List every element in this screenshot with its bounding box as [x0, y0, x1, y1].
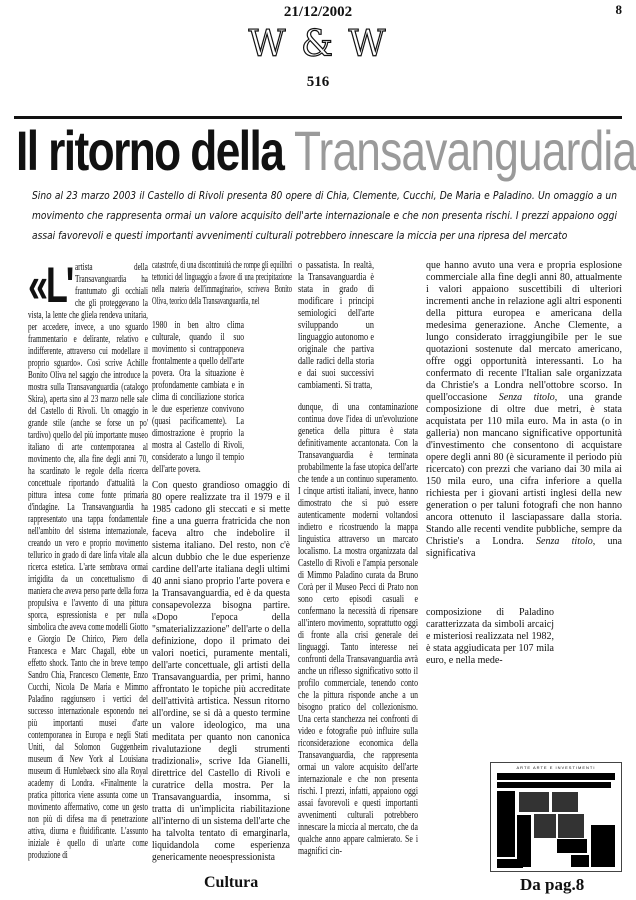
thumbnail-block: [497, 859, 523, 868]
thumbnail-block: [497, 782, 611, 788]
thumbnail-image: [557, 813, 585, 839]
page-thumbnail: [490, 762, 622, 872]
subtitle: Sino al 23 marzo 2003 il Castello di Rivoli presenta 80 opere di Chia, Clemente, Cucchi, De Maria e Paladino. Un omaggio a un movimento che rappresenta ormai un valore acquisito dell'arte internazionale e che non presenta rischi. I prezzi appaiono oggi assai favorevoli e questi importanti avvenimenti culturali potrebbero innescare la miccia per una ripresa del mercato: [32, 190, 617, 242]
thumbnail-image: [518, 791, 550, 813]
thumbnail-block: [497, 773, 615, 780]
column-4-top: [426, 260, 622, 560]
column-1-text: artista della Transavanguardia ha frantumato gli occhiali che gli proteggevano la vista, la lente che gliela rendeva unitaria, per accedere, invece, a uno sguardo frammentario e delirante, relativo e indifferente, attraverso cui modellare il proprio sguardo». Così scrive Achille Bonito Oliva nel saggio che introduce la mostra sulla Transavanguardia (catalogo Skira), aperta sino al 23 marzo nelle sale del Castello di Rivoli. Un omaggio in grande stile (anche se forse un po' tardivo) quello del più importante museo italiano di arte contemporanea al movimento che, alla fine degli anni 70, ha scardinato le regole della ricerca concettuale riportando d'attualità la pittura intesa come fonte primaria d'indagine. La Transavanguardia ha rappresentato una tappa fondamentale nell'ambito del sistema internazionale, creando un vero e proprio movimento tellurico in grado di dare linfa vitale alla ricerca estetica. L'arte sembrava ormai irrigidita da un concettualismo di maniera che aveva perso parte della forza propulsiva e l'avvento di una pittura sporca, espressionista e per nulla simbolica che aveva come modelli Giotto e Giorgio De Chirico, Piero della Francesca e Marc Chagall, ebbe un effetto shock. Tanto che in breve tempo Sandro Chia, Francesco Clemente, Enzo Cucchi, Nicola De Maria e Mimmo Paladino raggiunsero i vertici del successo internazionale esponendo nei più importanti musei d'arte contemporanea in Europa e negli Stati Uniti, dal Solomon Guggenheim museum di New York al Louisiana museum di Humlebaeck sino alla Royal academy di Londra. «Finalmente la pratica pittorica viene assunta come un movimento affermativo, come un gesto non più di difesa ma di penetrazione attiva, diurna e fluidificante. L'assunto iniziale è quello di un'arte come produzione di: [28, 262, 148, 861]
drop-cap: «L': [28, 257, 73, 313]
column-1: [28, 257, 148, 862]
headline-part1: Il ritorno della: [16, 119, 294, 182]
thumbnail-block: [497, 791, 515, 857]
column-3-bottom: dunque, di una contaminazione continua dove l'idea di un'evoluzione genetica della pittura è stata definitivamente accantonata. Con la Transavanguardia è terminata probabilmente la fase utopica dell'arte che tende a un continuo superamento. I cinque artisti italiani, invece, hanno dimostrato che si può essere autenticamente moderni voltandosi indietro e ricostruendo la mappa linguistica attraverso un marcato localismo. La mostra organizzata dal Castello di Rivoli e l'ampia personale di Mimmo Paladino curata da Bruno Corà per il Museo Pecci di Prato non sono certo episodi casuali e confermano la necessità di ripensare all'intero movimento, soprattutto oggi di fronte alla crisi generale dei linguaggi. Tanto interesse nei confronti della Transavanguardia avrà anche un riflesso significativo sotto il profilo commerciale, tenendo conto che la pittura risponde anche a un bisogno pratico del collezionismo. Una certa stanchezza nei confronti di video e fotografie può influire sulla riconsiderazione economica della Transavanguardia, che rappresenta ormai un valore acquisito dell'arte internazionale e che non presenta rischi. I prezzi, infatti, appaiono oggi assai favorevoli e questi importanti avvenimenti culturali potrebbero innescare la miccia al mercato, che da qualche anno appare calmierato. Se i magnifici cin-: [298, 402, 418, 857]
headline-part2: Transavanguardia: [293, 119, 636, 182]
column-2-bottom: Con questo grandioso omaggio di 80 opere realizzate tra il 1979 e il 1985 cadono gli steccati e si mette fine a una guerra fratricida che non faceva altro che indebolire il sistema italiano. Del resto, non c'è alcun dubbio che le due esperienze cardine dell'arte italiana degli ultimi 40 anni siano proprio l'arte povera e la Transavanguardia, ed è da questa consapevolezza bisogna partire. «Dopo l'epoca della "smaterializzazione" dell'arte o della definizione, dopo il primato dei valori noetici, puramente mentali, dell'arte concettuale, gli artisti della Transavanguardia, per primi, hanno affrontato le topiche più accreditate dell'attività artistica. Nessun ritorno all'ordine, se si dà a questo termine un valore ideologico, ma una meditata per quanto non canonica rivalutazione degli strumenti tradizionali», scrive Ida Gianelli, direttrice del Castello di Rivoli e curatrice della mostra. Per la Transavanguardia, insomma, si tratta di un'implicita riabilitazione all'interno di un sistema dell'arte che ha talvolta tentato di emarginarla, liquidandola come esperienza genericamente neoespressionista: [152, 480, 290, 863]
column-4-text-1: que hanno avuto una vera e propria esplosione commerciale alla fine degli anni 80, attualmente i valori appaiono suscettibili di ulteriori incrementi anche in relazione agli altri esponenti della pittura europea e americana della medesima generazione. Anche Clemente, a lungo considerato irraggiungibile per le sue quotazioni sostenute dal mercato americano, offre oggi opportunità interessanti. Lo ha confermato di recente l'Italian sale organizzata da Christie's a Londra nell'ottobre scorso. In quell'occasione: [426, 260, 622, 403]
thumbnail-image: [551, 791, 579, 813]
column-4-bottom: composizione di Paladino caratterizzata da simboli arcaicj e misteriosi realizzata nel 1982, è stata aggiudicata per 107 mila euro, e nella mede-: [426, 607, 554, 666]
column-4-text-2: , una grande composizione di oltre due metri, è stata acquistata per 110 mila euro. Ma in asta (o in galleria) non mancano significative opportunità d'investimento che consentono di acquistare opere degli anni 80 (è sicuramente il periodo più ricercato) con prezzi che variano dai 30 mila ai 150 mila euro, una cifra inferiore a quella richiesta per i giovani artisti inglesi della new generation o per taluni fotografi che non hanno ancora ottenuto il lasciapassare dalla storia. Stando alle recenti vendite pubbliche, sempre da Christie's a Londra.: [426, 392, 622, 547]
headline: [16, 119, 636, 182]
page-number: 8: [615, 2, 622, 17]
issue-number: 516: [306, 74, 330, 90]
thumbnail-block: [571, 855, 589, 867]
publication-date: 21/12/2002: [283, 4, 353, 20]
thumbnail-block: [557, 839, 587, 853]
artwork-title: Senza titolo: [536, 536, 593, 547]
publication-logo: W & W: [248, 24, 388, 65]
column-4-text-3: , una significativa: [426, 536, 622, 559]
column-2-top: catastrofe, di una discontinuità che rompe gli equilibri tettonici del linguaggio a favore di una precipitazione nella materia dell'immaginario», scriveva Bonito Oliva, teorico della Transavanguardia, nel: [152, 260, 292, 307]
thumbnail-block: [591, 825, 615, 867]
column-3-top: o passatista. In realtà, la Transavanguardia è stata in grado di modificare i principi semiologici dell'arte sviluppando un linguaggio autonomo e originale che partiva dalle radici della storia e dai suoi successivi cambiamenti. Si tratta,: [298, 260, 374, 391]
thumbnail-header: ARTE ARTE E INVESTIMENTI: [516, 765, 596, 770]
artwork-title: Senza titolo: [498, 392, 555, 403]
thumbnail-image: [533, 813, 557, 839]
continued-from: Da pag.8: [520, 875, 585, 894]
column-2-narrow: 1980 in ben altro clima culturale, quando il suo movimento si contrapponeva frontalmente a quello dell'arte povera. Ora la situazione è profondamente cambiata e in clima di conciliazione storica le due esperienze convivono (quasi pacificamente). La dimostrazione è proprio la mostra al Castello di Rivoli, considerato a lungo il tempio dell'arte povera.: [152, 320, 244, 475]
section-label: Cultura: [204, 874, 259, 891]
